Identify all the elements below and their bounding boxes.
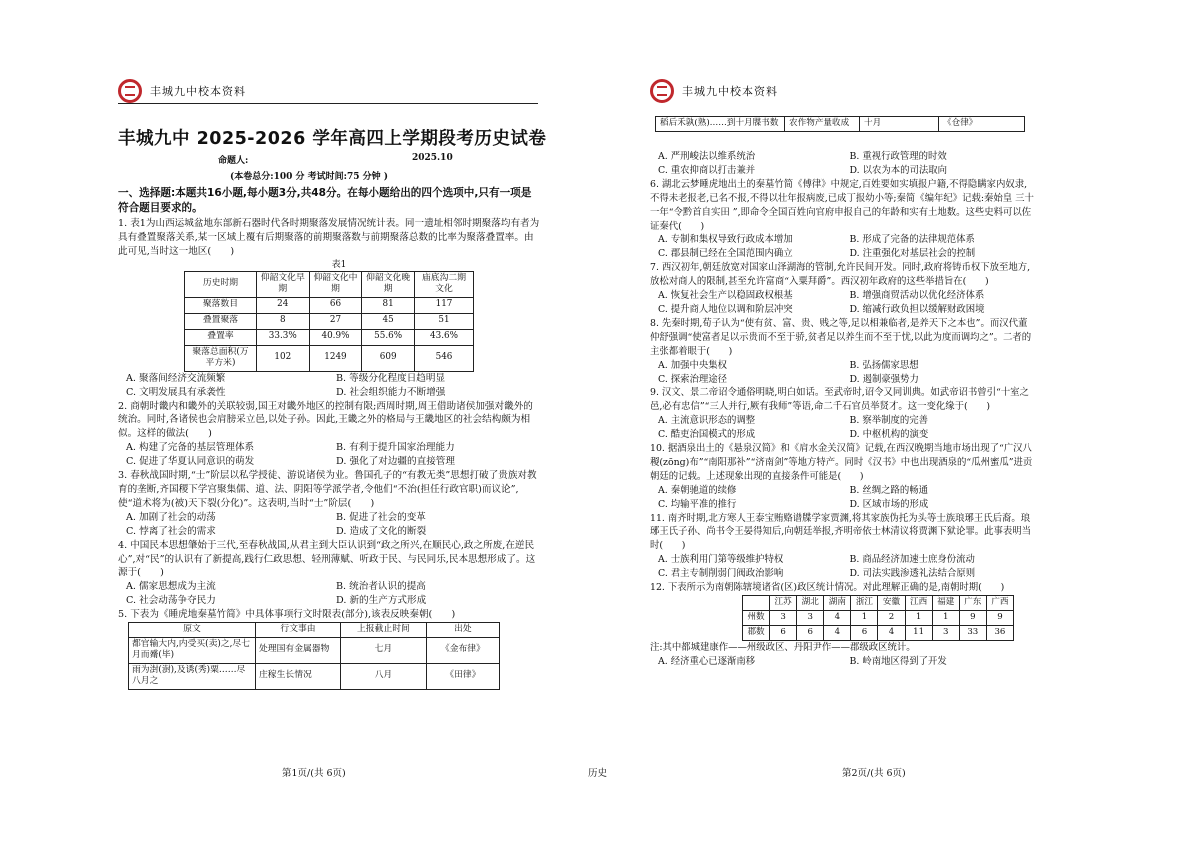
page-header (118, 76, 538, 106)
table-header-cell: 上报截止时间 (341, 623, 427, 638)
table1-caption: 表1 (331, 259, 347, 270)
q5-options (650, 150, 1035, 178)
q6-options (650, 233, 1035, 261)
table-cell: 9 (959, 611, 986, 626)
option: C. 文明发展具有承袭性 (126, 386, 226, 398)
option: A. 儒家思想成为主流 (126, 581, 216, 593)
table-cell: 叠置聚落 (185, 313, 257, 329)
page-footer: 第2页/(共 6页) (842, 768, 906, 779)
option: C. 社会动荡争夺民力 (126, 595, 216, 607)
table-header-cell: 湖北 (797, 596, 824, 611)
table-cell: 七月 (341, 637, 427, 663)
table-row (129, 663, 500, 689)
option: A. 恢复社会生产以稳固政权根基 (658, 290, 793, 302)
table-row (185, 297, 474, 313)
option: A. 秦朝驰道的续修 (658, 484, 737, 496)
q8-options (650, 359, 1035, 387)
option: C. 促进了华夏认同意识的萌发 (126, 456, 255, 468)
option: D. 缩减行政负担以缓解财政困境 (849, 303, 985, 315)
table-header-cell: 浙江 (851, 596, 878, 611)
table-cell: 《仓律》 (939, 117, 1025, 132)
table-cell: 聚落总面积(万平方米) (185, 345, 257, 371)
table-header-cell: 仰韶文化晚期 (362, 271, 415, 297)
table-cell: 《金布律》 (426, 637, 499, 663)
option: A. 主流意识形态的调整 (658, 415, 756, 427)
option: B. 等级分化程度日趋明显 (336, 372, 446, 384)
table-header-cell: 行文事由 (256, 623, 341, 638)
table-header-cell: 福建 (932, 596, 959, 611)
author-label: 命题人: (218, 156, 249, 166)
table-cell: 庄稼生长情况 (256, 663, 341, 689)
table-header-cell: 仰韶文化早期 (256, 271, 309, 297)
option: A. 聚落间经济交流频繁 (126, 372, 226, 384)
table-cell: 农作物产量收成 (785, 117, 860, 132)
question-4: 4. 中国民本思想肇始于三代,至春秋战国,从君主到大臣认识到“政之所兴,在顺民心,政之所废,在逆民心”,对“民”的认识有了新提高,践行仁政思想、轻刑薄赋、听政于民、与民同乐,民本思想形成了。这源于( ) (118, 539, 536, 579)
table-header-cell: 湖南 (824, 596, 851, 611)
table-cell: 40.9% (309, 329, 362, 345)
option: D. 区域市场的形成 (849, 498, 929, 510)
score-info: (本卷总分:100 分 考试时间:75 分钟 ) (230, 172, 389, 182)
table-cell: 55.6% (362, 329, 415, 345)
option: A. 士族利用门第等级维护特权 (658, 554, 784, 566)
question-1: 1. 表1为山西运城盆地东部新石器时代各时期聚落发展情况统计表。同一遗址相邻时期聚落均有者为具有叠置聚落关系,某一区域上覆有后期聚落的前期聚落数与前期聚落总数的比率为聚落叠置率。由此可见,当时这一地区( ) (118, 218, 540, 257)
option: B. 形成了完备的法律规范体系 (849, 234, 975, 246)
option: B. 丝绸之路的畅通 (849, 484, 928, 496)
table-cell: 45 (362, 313, 415, 329)
header-divider (118, 103, 538, 104)
table-cell: 546 (415, 345, 474, 371)
table-cell: 117 (415, 297, 474, 313)
table-header-cell: 历史时期 (185, 271, 257, 297)
table-cell: 11 (905, 626, 932, 641)
option: C. 重农抑商以打击兼并 (658, 164, 756, 176)
question-9: 9. 汉文、景二帝诏令通俗明晓,明白如话。至武帝时,诏令又同训典。如武帝诏书曾引“十室之邑,必有忠信”“三人并行,厥有我师”等语,命二千石官员举贤才。这一变化缘于( ) (650, 387, 1029, 413)
table-header-cell: 江苏 (770, 596, 797, 611)
table-row (129, 637, 500, 663)
q3-options (118, 511, 540, 539)
q10-options (650, 484, 1035, 512)
table-cell: 2 (878, 611, 905, 626)
option: A. 严刑峻法以维系统治 (658, 151, 756, 162)
table-row (185, 345, 474, 371)
table-cell: 6 (851, 626, 878, 641)
table-cell: 十月 (860, 117, 939, 132)
table-cell: 609 (362, 345, 415, 371)
table-cell: 6 (770, 626, 797, 641)
table-cell: 1 (851, 611, 878, 626)
option: A. 加强中央集权 (658, 359, 727, 371)
option: B. 有利于提升国家治理能力 (336, 442, 455, 454)
page2-questions (650, 150, 1035, 669)
table-cell: 9 (986, 611, 1013, 626)
table-cell: 33.3% (256, 329, 309, 345)
table-header-cell: 安徽 (878, 596, 905, 611)
option: B. 统治者认识的提高 (336, 581, 426, 593)
option: B. 察举制度的完善 (849, 415, 928, 427)
table-cell: 43.6% (415, 329, 474, 345)
table-row (185, 329, 474, 345)
table-cell: 4 (824, 626, 851, 641)
option: D. 强化了对边疆的直接管理 (336, 456, 455, 468)
question-3: 3. 春秋战国时期,“士”阶层以私学授徒、游说诸侯为业。鲁国孔子的“有教无类”思想打破了贵族对教育的垄断,齐国稷下学宫聚集儒、道、法、阴阳等学派学者,令他们“不治(担任行政官职)而议论”,使“道术将为(被)天下裂(分化)”。这表明,当时“士”阶层( ) (118, 470, 537, 509)
school-logo-icon (118, 79, 142, 103)
question-8: 8. 先秦时期,荀子认为“使有贫、富、贵、贱之等,足以相兼临者,是养天下之本也”。而汉代董仲舒强调“使富者足以示贵而不至于骄,贫者足以养生而不至于忧,以此为度而调均之”。二者的主张都着眼于( ) (650, 317, 1032, 357)
table-cell: 都官输大内,内受买(卖)之,尽七月而觱(毕) (129, 637, 256, 663)
table-cell: 66 (309, 297, 362, 313)
table-header-cell: 广东 (959, 596, 986, 611)
option: C. 悖离了社会的需求 (126, 525, 216, 537)
table-cell: 1 (932, 611, 959, 626)
table-cell: 州数 (743, 611, 770, 626)
section-heading: 一、选择题:本题共16小题,每小题3分,共48分。在每小题给出的四个选项中,只有一项是符合题目要求的。 (118, 187, 532, 214)
exam-date: 2025.10 (412, 153, 453, 163)
option: D. 司法实践渗透礼法结合原则 (849, 568, 976, 580)
table-cell: 3 (932, 626, 959, 641)
table-4 (742, 595, 1014, 641)
table-header-cell: 原文 (129, 623, 256, 638)
table-header-cell (743, 596, 770, 611)
table-header-row (743, 596, 1014, 611)
table-2 (128, 622, 500, 690)
table-cell: 36 (986, 626, 1013, 641)
question-11: 11. 南齐时期,北方寒人王泰宝贿赂谱牒学家贾渊,将其家族伪托为头等士族琅琊王氏后裔。琅琊王氏子孙、尚书令王晏得知后,向朝廷举报,齐明帝依士林清议将贾渊下狱论罪。此事表明当时( ) (650, 512, 1031, 552)
option: B. 岭南地区得到了开发 (849, 655, 947, 667)
table-cell: 3 (797, 611, 824, 626)
q4-options (118, 580, 540, 608)
question-2: 2. 商朝时畿内和畿外的关联较弱,国王对畿外地区的控制有限;西周时期,周王借助诸侯加强对畿外的统治。同时,各诸侯也会肩膀采立邑,以处子孙。因此,王畿之外的格局与王畿地区的社会结构颇为相似。这样的做法( ) (118, 400, 533, 440)
option: D. 注重强化对基层社会的控制 (849, 248, 976, 260)
page-header (650, 76, 1080, 106)
option: D. 社会组织能力不断增强 (336, 386, 446, 398)
table-row (185, 313, 474, 329)
table-cell: 郡数 (743, 626, 770, 641)
table-cell: 《田律》 (426, 663, 499, 689)
option: C. 均输平准的推行 (658, 498, 737, 510)
table-cell: 81 (362, 297, 415, 313)
option: C. 探索治理途径 (658, 373, 728, 385)
option: A. 专制和集权导致行政成本增加 (658, 234, 793, 246)
table-1 (184, 271, 474, 372)
table-header-cell: 仰韶文化中期 (309, 271, 362, 297)
option: D. 遏制豪强势力 (849, 373, 919, 385)
table-cell: 4 (824, 611, 851, 626)
table-row (743, 626, 1014, 641)
table-cell: 1249 (309, 345, 362, 371)
question-5: 5. 下表为《睡虎地秦墓竹简》中具体事项行文时限表(部分),该表反映秦朝( ) (118, 609, 456, 621)
table-row (743, 611, 1014, 626)
subject-footer: 历史 (588, 768, 608, 779)
page-footer: 第1页/(共 6页) (282, 768, 346, 779)
page1-questions (118, 186, 540, 690)
table-header-row (129, 623, 500, 638)
question-10: 10. 据酒泉出土的《悬泉汉简》和《肩水金关汉简》记载,在西汉晚期当地市场出现了“广汉八稯(zōng)布”“南阳那补”“济南剑”等地方特产。同时《汉书》中也出现酒泉的“瓜州蜜瓜”进贡朝廷的记载。上述现象出现的直接条件可能是( ) (650, 443, 1033, 482)
table-cell: 27 (309, 313, 362, 329)
table-cell: 雨为湗(澍),及诱(秀)粟……尽八月之 (129, 663, 256, 689)
table-cell: 8 (256, 313, 309, 329)
table-cell: 102 (256, 345, 309, 371)
school-label: 丰城九中校本资料 (150, 85, 246, 98)
option: B. 增强商贸活动以优化经济体系 (849, 290, 985, 302)
school-logo-icon (650, 79, 674, 103)
option: C. 酷吏治国模式的形成 (658, 429, 756, 441)
question-6: 6. 湖北云梦睡虎地出土的秦墓竹简《傅律》中规定,百姓要如实填报户籍,不得隐瞒家内奴隶,不得未老报老,已名不报,不得以壮年报病废,已成丁报幼小等;秦简《编年纪》记载:秦始皇 三十一年“令黔首自实田 ”,即命令全国百姓向官府申报自己的年龄和实有土地数。这些史料可以佐证秦代( ) (650, 178, 1034, 232)
table-cell: 3 (770, 611, 797, 626)
option: B. 商品经济加速士庶身份流动 (849, 554, 975, 566)
table-cell: 处理国有金属器物 (256, 637, 341, 663)
table-cell: 稻后禾孰(熟)……到十月牒书数 (656, 117, 785, 132)
question-7: 7. 西汉初年,朝廷放宽对国家山泽湖海的管制,允许民间开发。同时,政府将铸币权下放至地方,放松对商人的限制,甚至允许富商“入粟拜爵”。西汉初年政府的这些举措旨在( ) (650, 262, 1031, 288)
table-note: 注:其中都城建康作——州级政区、丹阳尹作——郡级政区统计。 (650, 642, 916, 653)
option: B. 促进了社会的变革 (336, 511, 426, 523)
table-header-cell: 广西 (986, 596, 1013, 611)
q9-options (650, 414, 1035, 442)
option: A. 加剧了社会的动荡 (126, 511, 216, 523)
q12-options (650, 655, 1035, 669)
table-cell: 24 (256, 297, 309, 313)
option: C. 郡县制已经在全国范围内确立 (658, 248, 793, 260)
option: C. 提升商人地位以调和阶层冲突 (658, 303, 793, 315)
option: A. 构建了完备的基层管理体系 (126, 442, 255, 454)
option: B. 重视行政管理的时效 (849, 151, 947, 162)
table-header-row (185, 271, 474, 297)
option: B. 弘扬儒家思想 (849, 359, 919, 371)
option: D. 以农为本的司法取向 (849, 164, 948, 176)
table-header-cell: 出处 (426, 623, 499, 638)
table-cell: 6 (797, 626, 824, 641)
table-cell: 1 (905, 611, 932, 626)
table-cell: 叠置率 (185, 329, 257, 345)
option: D. 中枢机构的演变 (849, 429, 929, 441)
q1-options (118, 372, 540, 400)
table-cell: 八月 (341, 663, 427, 689)
table-row (656, 117, 1025, 132)
table-cell: 51 (415, 313, 474, 329)
table-cell: 聚落数目 (185, 297, 257, 313)
q7-options (650, 289, 1035, 317)
table-header-cell: 庙底沟二期文化 (415, 271, 474, 297)
table-cell: 4 (878, 626, 905, 641)
table-header-cell: 江西 (905, 596, 932, 611)
option: A. 经济重心已逐渐南移 (658, 655, 756, 667)
q2-options (118, 441, 540, 469)
school-label: 丰城九中校本资料 (682, 85, 778, 98)
option: D. 造成了文化的断裂 (336, 525, 427, 537)
q11-options (650, 553, 1035, 581)
question-12: 12. 下表所示为南朝陈辖境诸省(区)政区统计情况。对此理解正确的是,南朝时期( ) (650, 582, 1005, 594)
option: D. 新的生产方式形成 (336, 595, 427, 607)
option: C. 君主专制削弱门阀政治影响 (658, 568, 784, 580)
table-cell: 33 (959, 626, 986, 641)
table-2-continued (655, 116, 1025, 132)
exam-title: 丰城九中 2025-2026 学年高四上学期段考历史试卷 (118, 129, 547, 149)
